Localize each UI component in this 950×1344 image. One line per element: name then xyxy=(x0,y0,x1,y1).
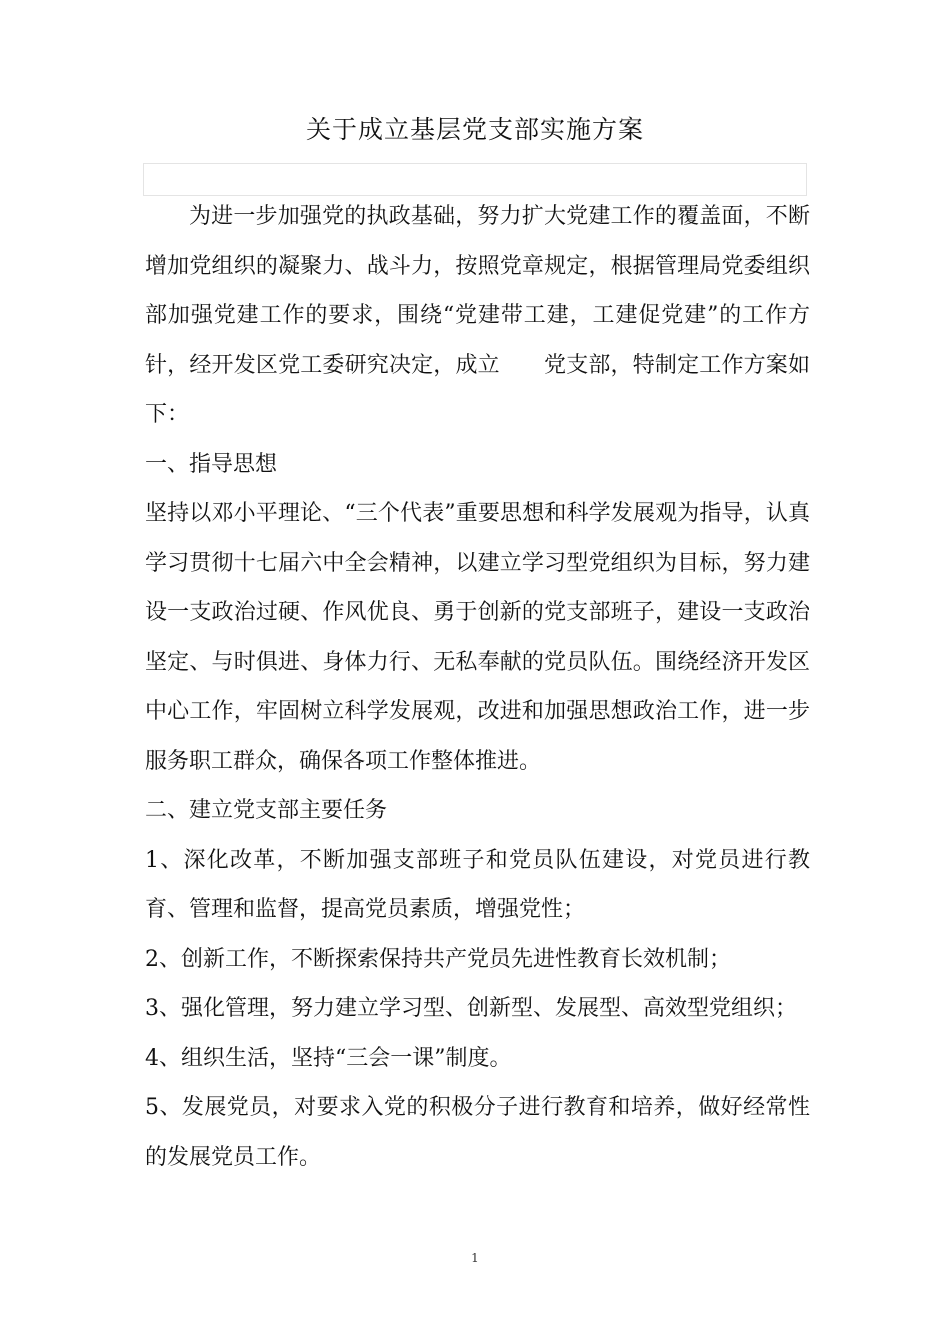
document-body xyxy=(145,192,810,1182)
intro-text-part1: 为进一步加强党的执政基础，努力扩大党建工作的覆盖面，不断增加党组织的凝聚力、战斗力，按照党章规定，根据管理局党委组织部加强党建工作的要求，围绕“党建带工建，工建促党建”的工作方针，经开发区党工委研究决定，成立 xyxy=(145,204,810,378)
section-heading-guiding-thought: 一、指导思想 xyxy=(145,451,278,477)
task-item-1: 1、深化改革，不断加强支部班子和党员队伍建设，对党员进行教育、管理和监督，提高党员素质，增强党性； xyxy=(145,847,810,922)
document-title: 关于成立基层党支部实施方案 xyxy=(305,115,644,144)
guiding-thought-paragraph: 坚持以邓小平理论、“三个代表”重要思想和科学发展观为指导，认真学习贯彻十七届六中全会精神，以建立学习型党组织为目标，努力建设一支政治过硬、作风优良、勇于创新的党支部班子，建设一支政治坚定、与时俱进、身体力行、无私奉献的党员队伍。围绕经济开发区中心工作，牢固树立科学发展观，改进和加强思想政治工作，进一步服务职工群众，确保各项工作整体推进。 xyxy=(145,501,810,774)
task-item-2: 2、创新工作，不断探索保持共产党员先进性教育长效机制； xyxy=(145,946,731,972)
page-number: 1 xyxy=(471,1251,479,1265)
task-item-4: 4、组织生活，坚持“三会一课”制度。 xyxy=(145,1045,512,1071)
intro-text-part2: 党支部，特制定工作方案如下： xyxy=(145,352,810,427)
section-heading-main-tasks: 二、建立党支部主要任务 xyxy=(145,798,388,823)
task-item-3: 3、强化管理，努力建立学习型、创新型、发展型、高效型党组织； xyxy=(145,996,797,1021)
task-item-5: 5、发展党员，对要求入党的积极分子进行教育和培养，做好经常性的发展党员工作。 xyxy=(145,1095,810,1170)
intro-paragraph xyxy=(145,192,810,440)
